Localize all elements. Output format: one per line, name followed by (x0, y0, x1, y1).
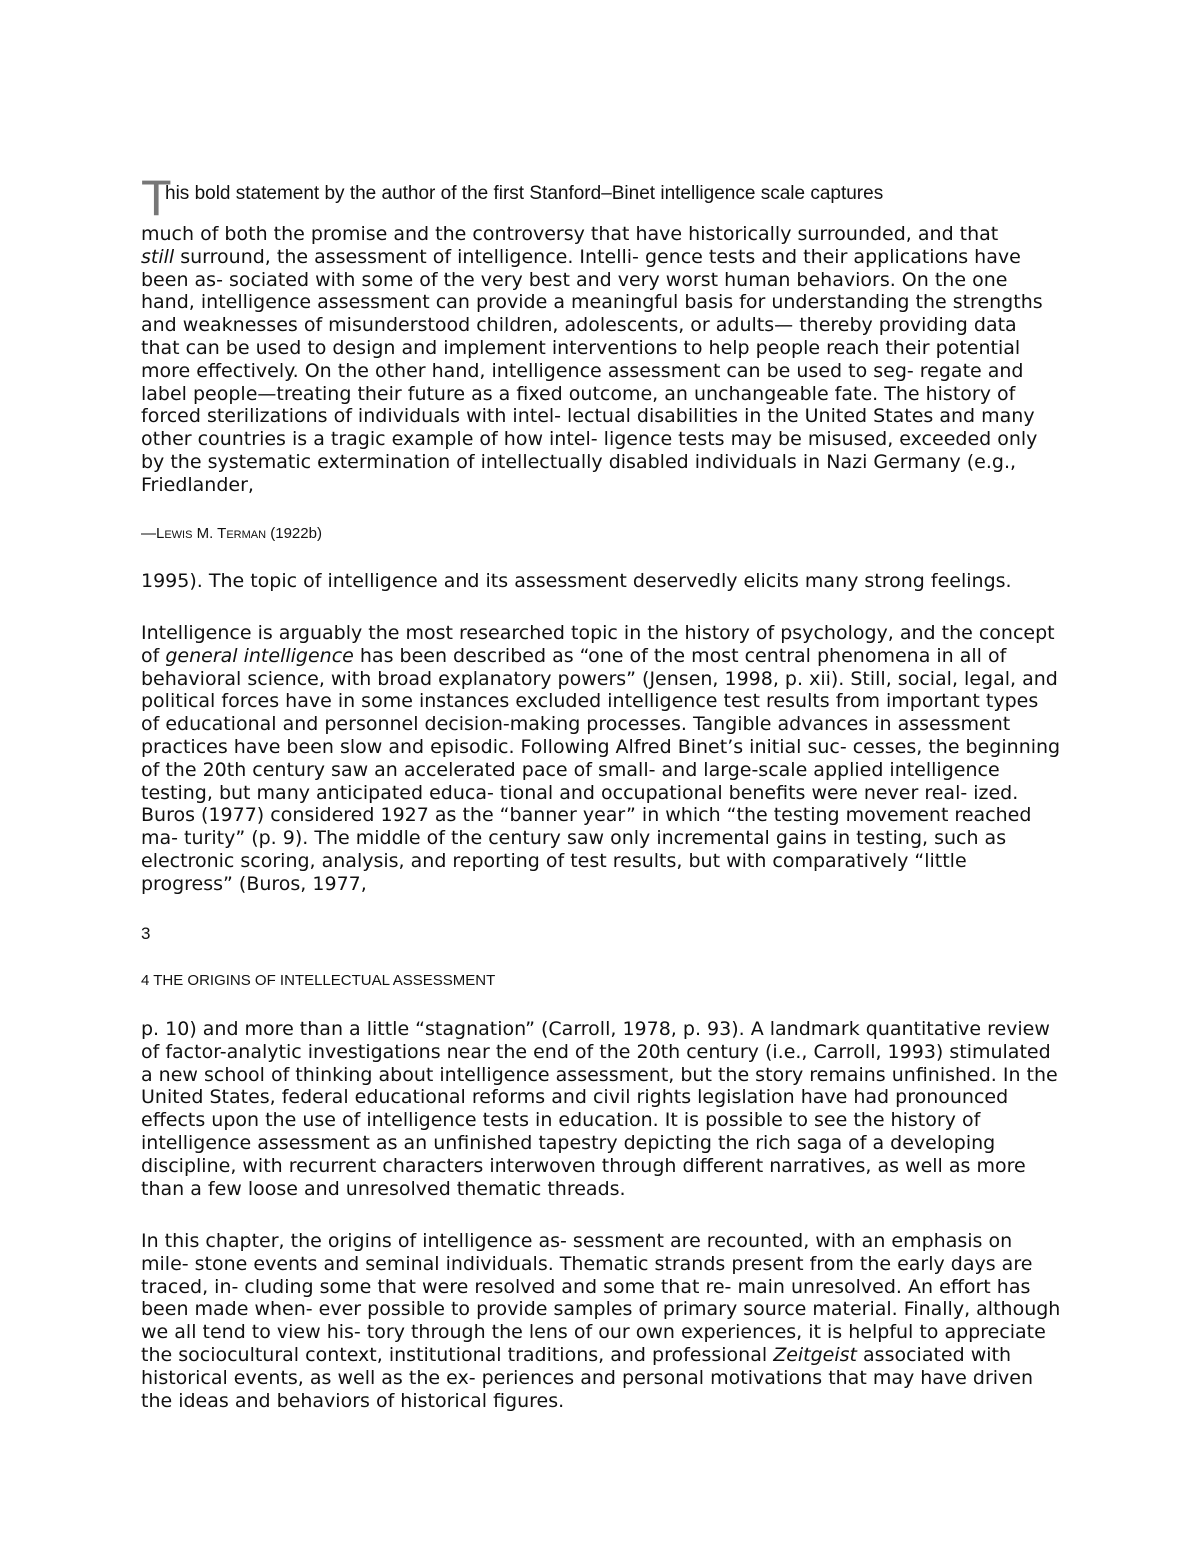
opening-line (141, 170, 1061, 226)
paragraph-1 (141, 223, 1061, 497)
paragraph-3 (141, 622, 1061, 896)
quote-attribution (141, 524, 1061, 544)
paragraph-5-before: In this chapter, the origins of intelligence as- sessment are recounted, with an emphasis on mile- stone events and seminal individuals. Thematic strands present from the early days are traced, in- cluding some that were resolved and some that re- main unresolved. An effort has been made when- ever possible to provide samples of primary source material. Finally, although we all tend to view his- tory through the lens of our own experiences, it is helpful to appreciate the sociocultural context, institutional traditions, and professional (141, 1230, 1061, 1366)
paragraph-1-italic: still (141, 245, 175, 268)
opening-line-text: his bold statement by the author of the first Stanford–Binet intelligence scale captures (165, 183, 884, 204)
paragraph-5-after: associated with historical events, as well as the ex- periences and personal motivations that may have driven the ideas and behaviors of historical figures. (141, 1343, 1034, 1412)
attribution-name: Lewis M. Terman (156, 525, 267, 542)
paragraph-3-after: has been described as “one of the most central phenomena in all of behavioral science, with broad explanatory powers” (Jensen, 1998, p. xii). Still, social, legal, and political forces have in some instances excluded intelligence test results from important types of educational and personnel decision-making processes. Tangible advances in assessment practices have been slow and episodic. Following Alfred Binet’s initial suc- cesses, the beginning of the 20th century saw an accelerated pace of small- and large-scale applied intelligence testing, but many anticipated educa- tional and occupational benefits were never real- ized. Buros (1977) considered 1927 as the “banner year” in which “the testing movement reached ma- turity” (p. 9). The middle of the century saw only incremental gains in testing, such as electronic scoring, analysis, and reporting of test results, but with comparatively “little progress” (Buros, 1977, (141, 644, 1061, 895)
paragraph-3-italic: general intelligence (165, 644, 354, 667)
paragraph-5-italic: Zeitgeist (773, 1343, 857, 1366)
attribution-year: (1922b) (266, 525, 322, 542)
paragraph-3-before: Intelligence is arguably the most researched topic in the history of psychology, and the concept of (141, 622, 1055, 667)
paragraph-5 (141, 1230, 1061, 1412)
attribution-dash: — (141, 525, 156, 542)
page-number: 3 (141, 924, 151, 943)
paragraph-1-rest: surround, the assessment of intelligence. Intelli- gence tests and their applications have been as- sociated with some of the very best and very worst human behaviors. On the one hand, intelligence assessment can provide a meaningful basis for understanding the strengths and weaknesses of misunderstood children, adolescents, or adults— thereby providing data that can be used to design and implement interventions to help people reach their potential more effectively. On the other hand, intelligence assessment can be used to seg- regate and label people—treating their future as a fixed outcome, an unchangeable fate. The history of forced sterilizations of individuals with intel- lectual disabilities in the United States and many other countries is a tragic example of how intel- ligence tests may be misused, exceeded only by the systematic extermination of intellectually disabled individuals in Nazi Germany (e.g., Friedlander, (141, 245, 1043, 496)
drop-cap: T (141, 170, 172, 226)
paragraph-1-line-1: much of both the promise and the controversy that have historically surrounded, and that (141, 223, 999, 245)
paragraph-4: p. 10) and more than a little “stagnation” (Carroll, 1978, p. 93). A landmark quantitative review of factor-analytic investigations near the end of the 20th century (i.e., Carroll, 1993) stimulated a new school of thinking about intelligence assessment, but the story remains unfinished. In the United States, federal educational reforms and civil rights legislation have had pronounced effects upon the use of intelligence tests in education. It is possible to see the history of intelligence assessment as an unfinished tapestry depicting the rich saga of a developing discipline, with recurrent characters interwoven through different narratives, as well as more than a few loose and unresolved thematic threads. (141, 1018, 1058, 1200)
paragraph-2: 1995). The topic of intelligence and its assessment deservedly elicits many strong feelings. (141, 570, 1012, 592)
running-head: 4 THE ORIGINS OF INTELLECTUAL ASSESSMENT (141, 972, 496, 989)
